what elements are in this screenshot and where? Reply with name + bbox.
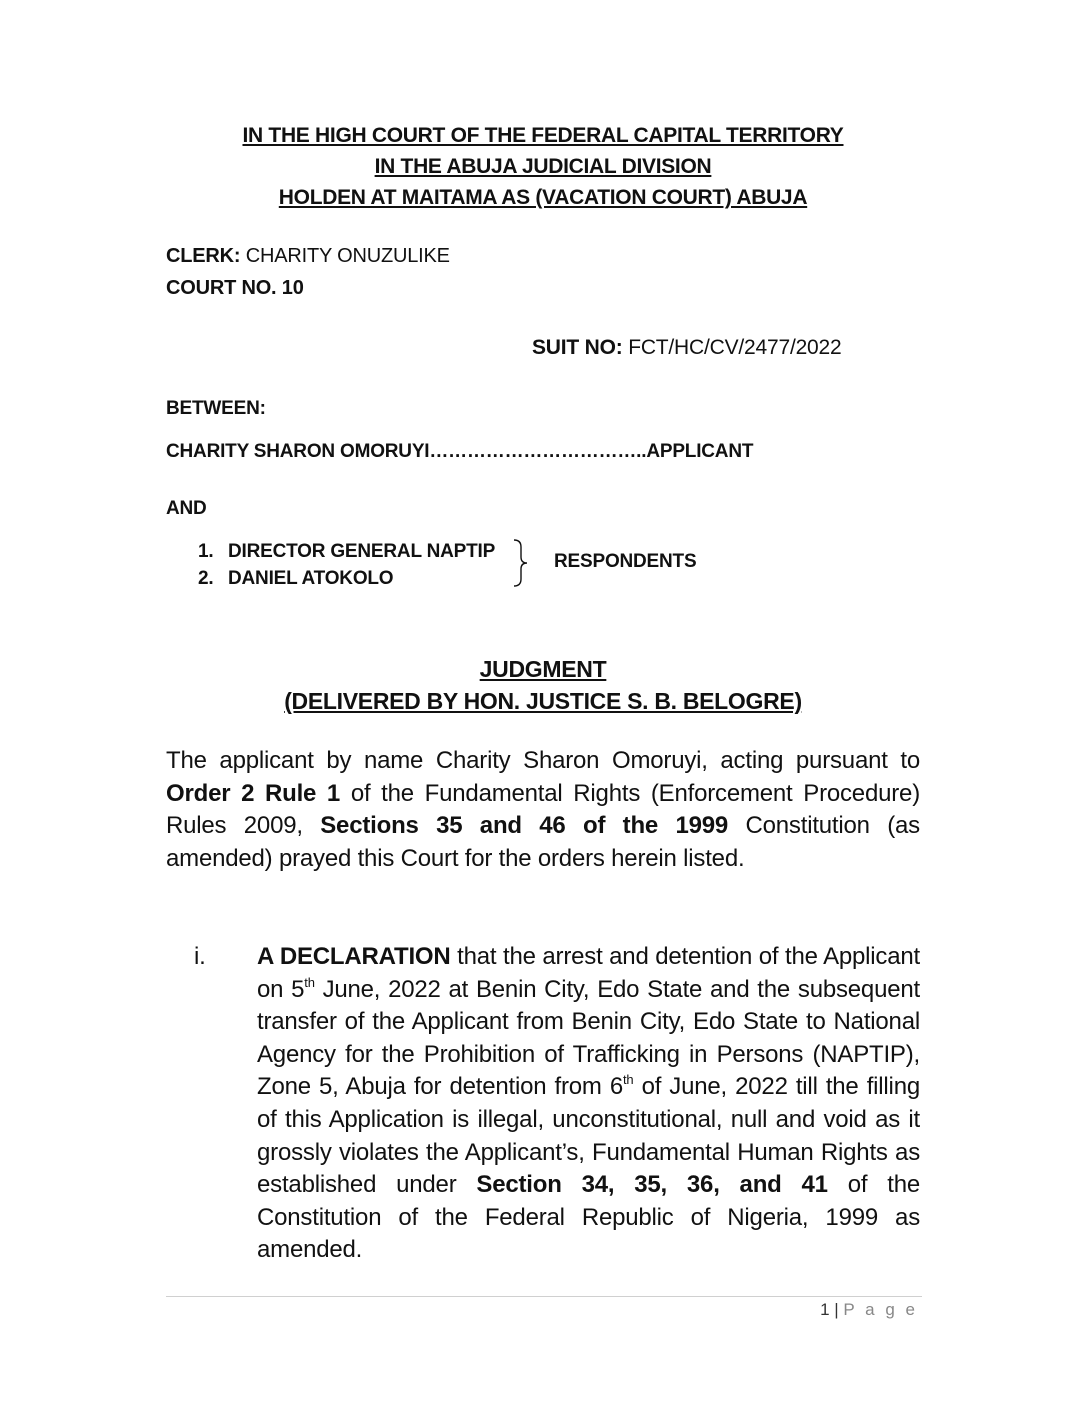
page-word: P a g e	[843, 1300, 918, 1319]
right-brace-icon	[510, 538, 532, 588]
footer-divider	[166, 1296, 922, 1297]
clerk-line	[166, 245, 450, 268]
clerk-label: CLERK:	[166, 245, 241, 267]
item-i-text-3: of June, 2022 till the filling of this Application is illegal, unconstitutional, null and void as it grossly violates the Applicant’s, Fundamental Human Rights as established under	[257, 1073, 920, 1199]
item-i-text-1: that the arrest and detention of the Applicant on 5	[257, 943, 920, 1003]
respondent-2-number: 2.	[198, 568, 214, 589]
suit-label: SUIT NO:	[532, 336, 623, 359]
respondents-label: RESPONDENTS	[554, 551, 697, 572]
intro-text-1: The applicant by name Charity Sharon Omoruyi, acting pursuant to	[166, 747, 920, 774]
and-label: AND	[166, 498, 207, 519]
respondent-1-name: DIRECTOR GENERAL NAPTIP	[228, 541, 496, 562]
court-heading-line-1: IN THE HIGH COURT OF THE FEDERAL CAPITAL TERRITORY	[242, 124, 844, 147]
court-number: COURT NO. 10	[166, 277, 304, 299]
item-i-marker: i.	[194, 943, 206, 970]
court-heading-line-2: IN THE ABUJA JUDICIAL DIVISION	[374, 155, 712, 178]
applicant-line: CHARITY SHARON OMORUYI……………………………..APPLICANT	[166, 441, 754, 462]
page-footer	[820, 1300, 918, 1320]
suit-number: FCT/HC/CV/2477/2022	[628, 336, 842, 359]
item-i-text-4: of the Constitution of the Federal Republic of Nigeria, 1999 as amended.	[257, 1171, 920, 1264]
item-i-bold-sections: Section 34, 35, 36, and 41	[476, 1171, 828, 1199]
intro-text-3: Constitution (as amended) prayed this Court for the orders herein listed.	[166, 812, 920, 872]
respondent-1	[198, 541, 495, 563]
clerk-name: CHARITY ONUZULIKE	[245, 245, 450, 267]
respondent-2	[198, 568, 393, 590]
intro-bold-sections: Sections 35 and 46 of the 1999	[320, 812, 729, 840]
judgment-title: JUDGMENT	[479, 656, 607, 682]
item-i-paragraph	[257, 941, 920, 1267]
respondent-2-name: DANIEL ATOKOLO	[228, 568, 394, 589]
intro-bold-order: Order 2 Rule 1	[166, 779, 341, 807]
item-i-sup-2: th	[623, 1072, 634, 1088]
intro-text-2: of the Fundamental Rights (Enforcement Procedure) Rules 2009,	[166, 779, 920, 840]
court-heading-line-3: HOLDEN AT MAITAMA AS (VACATION COURT) ABUJA	[278, 186, 808, 209]
item-i-sup-1: th	[304, 974, 315, 990]
item-i-bold-declaration: A DECLARATION	[257, 943, 451, 970]
page-separator: |	[829, 1300, 844, 1319]
judgment-subtitle: (DELIVERED BY HON. JUSTICE S. B. BELOGRE)	[284, 688, 802, 714]
respondent-1-number: 1.	[198, 541, 214, 562]
between-label: BETWEEN:	[166, 398, 266, 419]
page-number: 1	[820, 1300, 830, 1319]
suit-number-line	[532, 336, 842, 360]
intro-paragraph	[166, 745, 920, 875]
item-i-text-2: June, 2022 at Benin City, Edo State and the subsequent transfer of the Applicant from Benin City, Edo State to National Agency for the Prohibition of Trafficking in Persons (NAPTIP), Zone 5, Abuja for detention from 6	[257, 975, 920, 1101]
